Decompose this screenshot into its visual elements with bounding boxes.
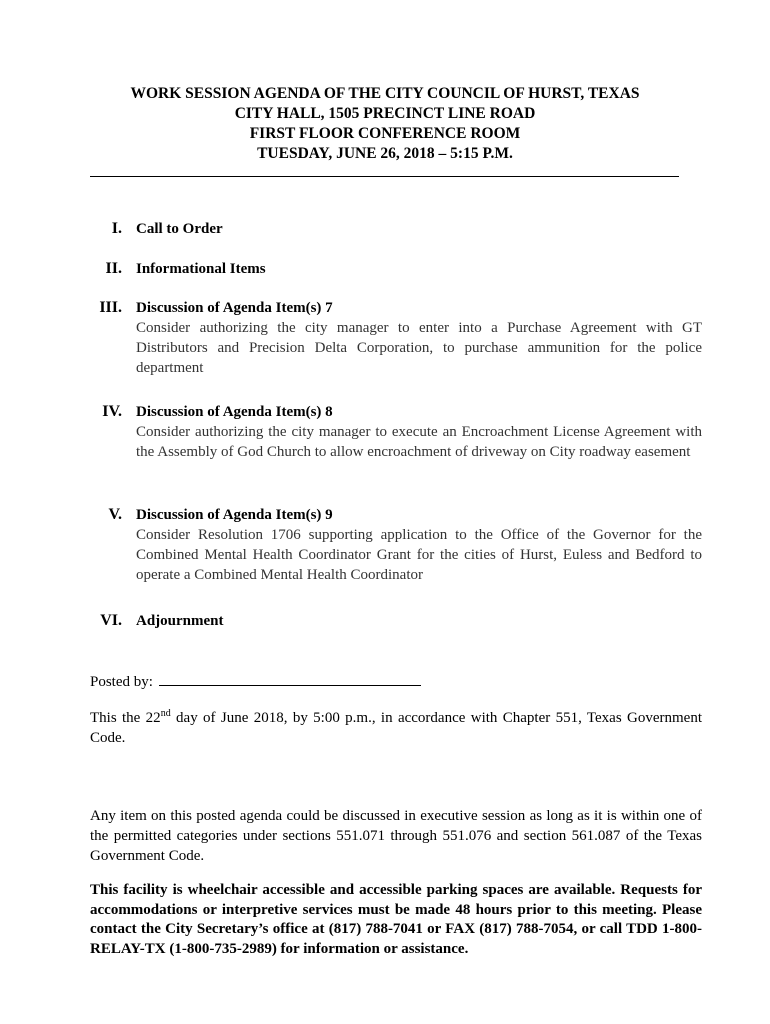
posted-date-rest: day of June 2018, by 5:00 p.m., in accordance with Chapter 551, Texas Government Code. bbox=[90, 710, 702, 746]
executive-session-note: Any item on this posted agenda could be discussed in executive session as long as it is within one of the permitted categories under sections 551.071 through 551.076 and section 561.087 of the Texas Government Code. bbox=[90, 808, 702, 864]
agenda-numeral: III. bbox=[99, 299, 122, 316]
posted-by bbox=[90, 671, 421, 692]
posted-date-ordinal: nd bbox=[160, 708, 171, 719]
agenda-header bbox=[90, 84, 680, 164]
agenda-numeral: IV. bbox=[102, 403, 122, 420]
header-date: TUESDAY, JUNE 26, 2018 – 5:15 P.M. bbox=[257, 145, 513, 162]
agenda-title: Informational Items bbox=[136, 261, 266, 277]
agenda-title: Call to Order bbox=[136, 221, 223, 237]
signature-line bbox=[159, 671, 421, 686]
agenda-description: Consider Resolution 1706 supporting application to the Office of the Governor for the Combined Mental Health Coordinator Grant for the cities of Hurst, Euless and Bedford to operate a Combined Mental Health Coordinator bbox=[136, 527, 702, 583]
agenda-title: Discussion of Agenda Item(s) 7 bbox=[136, 300, 333, 316]
header-room: FIRST FLOOR CONFERENCE ROOM bbox=[249, 125, 521, 142]
agenda-numeral: II. bbox=[105, 260, 122, 277]
agenda-title: Discussion of Agenda Item(s) 9 bbox=[136, 507, 333, 523]
posted-by-label: Posted by: bbox=[90, 674, 153, 690]
header-address: CITY HALL, 1505 PRECINCT LINE ROAD bbox=[234, 105, 536, 122]
posted-date-prefix: This the 22 bbox=[90, 710, 161, 726]
agenda-title: Adjournment bbox=[136, 613, 224, 629]
agenda-numeral: V. bbox=[108, 506, 122, 523]
accessibility-note: This facility is wheelchair accessible and accessible parking spaces are available. Requests for accommodations or interpretive services must be made 48 hours prior to this meeting. Please contact the City Secretary’s office at (817) 788-7041 or FAX (817) 788-7054, or call TDD 1-800-RELAY-TX (1-800-735-2989) for information or assistance. bbox=[90, 882, 702, 957]
agenda-title: Discussion of Agenda Item(s) 8 bbox=[136, 404, 333, 420]
header-divider bbox=[90, 176, 679, 177]
agenda-description: Consider authorizing the city manager to execute an Encroachment License Agreement with the Assembly of God Church to allow encroachment of driveway on City roadway easement bbox=[136, 424, 702, 460]
agenda-numeral: I. bbox=[111, 220, 122, 237]
header-title: WORK SESSION AGENDA OF THE CITY COUNCIL OF HURST, TEXAS bbox=[130, 85, 640, 102]
agenda-numeral: VI. bbox=[100, 612, 122, 629]
agenda-description: Consider authorizing the city manager to enter into a Purchase Agreement with GT Distributors and Precision Delta Corporation, to purchase ammunition for the police department bbox=[136, 320, 702, 376]
posted-date-statement bbox=[90, 708, 702, 748]
